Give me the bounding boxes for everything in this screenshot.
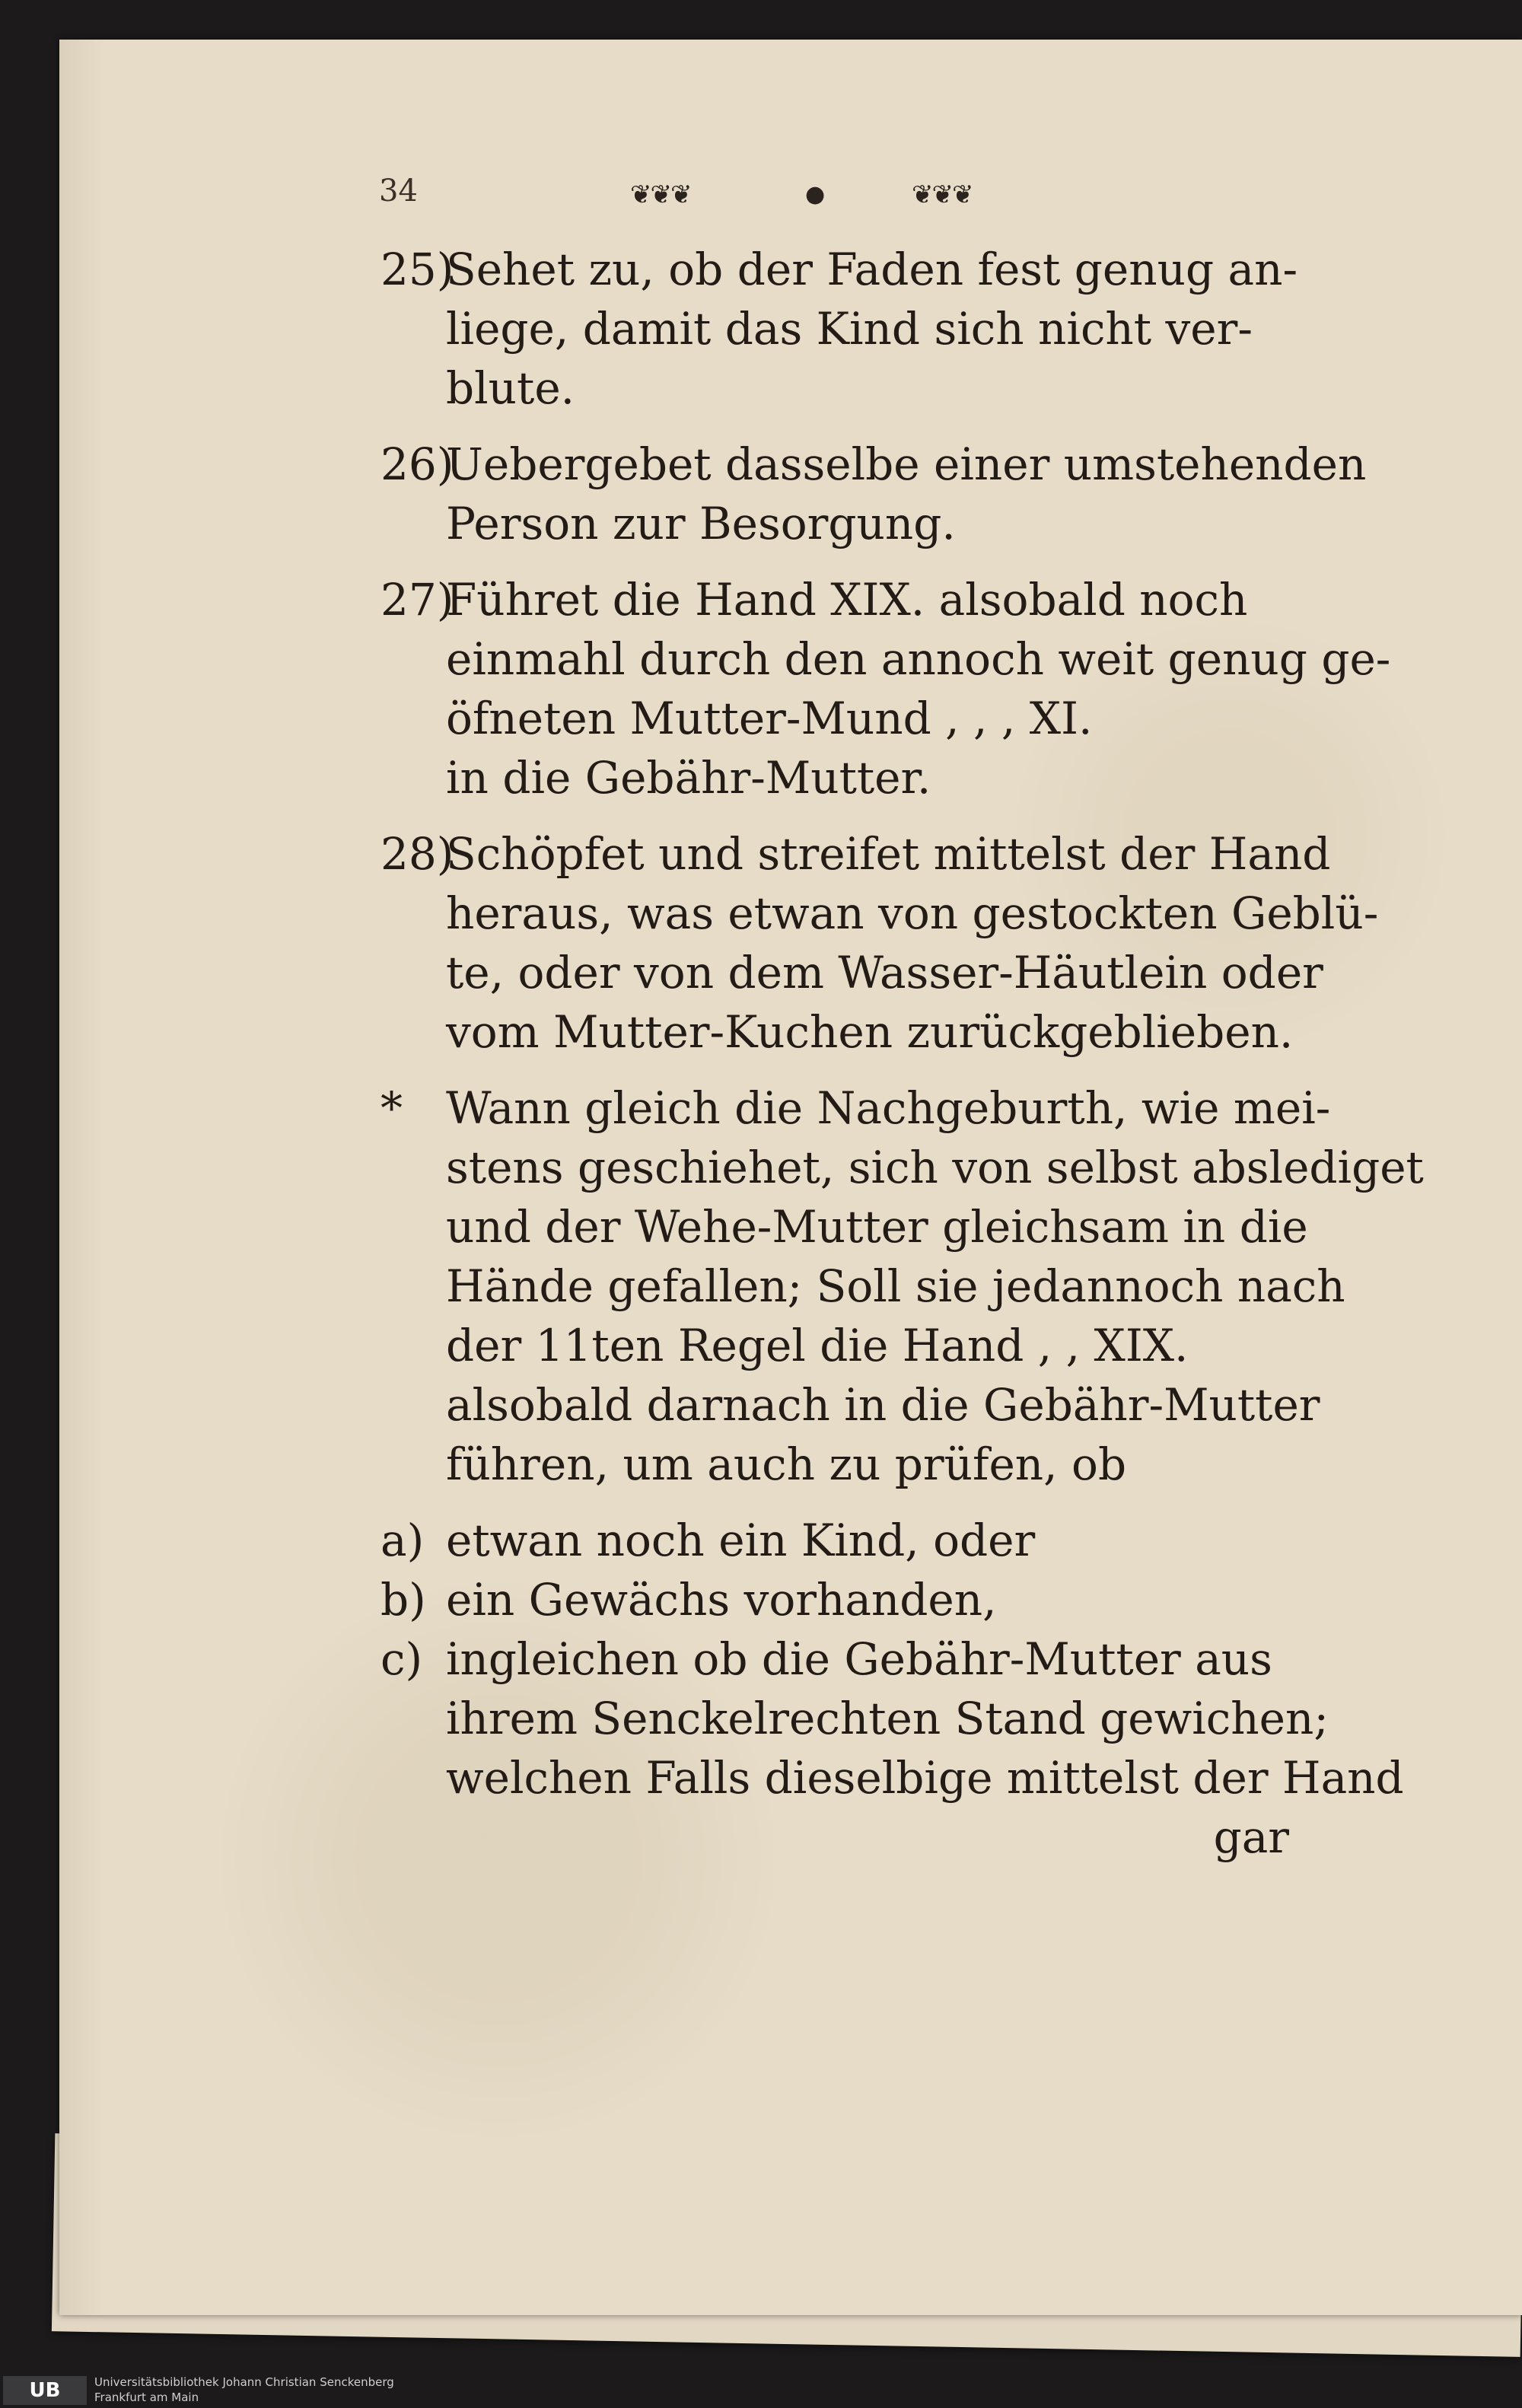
text-line: einmahl durch den annoch weit genug ge- bbox=[446, 633, 1391, 685]
text-line: vom Mutter-Kuchen zurückgeblieben. bbox=[446, 1006, 1294, 1058]
text-line: und der Wehe-Mutter gleichsam in die bbox=[446, 1201, 1308, 1253]
page-number: 34 bbox=[379, 174, 418, 209]
text-line: Schöpfet und streifet mittelst der Hand bbox=[446, 828, 1331, 880]
text-line: Uebergebet dasselbe einer umstehenden bbox=[446, 438, 1367, 490]
text-line: ein Gewächs vorhanden, bbox=[446, 1574, 997, 1626]
entry-26 bbox=[380, 435, 1367, 553]
entry-25 bbox=[380, 240, 1298, 418]
library-footer bbox=[0, 2371, 1522, 2408]
text-line: liege, damit das Kind sich nicht ver- bbox=[446, 303, 1253, 355]
entry-number: 28) bbox=[380, 828, 454, 880]
text-line: führen, um auch zu prüfen, ob bbox=[446, 1438, 1127, 1490]
text-line: in die Gebähr-Mutter. bbox=[446, 752, 931, 804]
text-line: ihrem Senckelrechten Stand gewichen; bbox=[446, 1693, 1329, 1744]
entry-number: 27) bbox=[380, 574, 454, 626]
text-line: Hände gefallen; Soll sie jedannoch nach bbox=[446, 1260, 1345, 1312]
entry-number: 26) bbox=[380, 438, 454, 490]
library-credit bbox=[94, 2375, 394, 2405]
entry-28 bbox=[380, 824, 1379, 1062]
text-line: blute. bbox=[446, 362, 575, 414]
page-text bbox=[380, 240, 1424, 1867]
text-line: der 11ten Regel die Hand , , XIX. bbox=[446, 1320, 1189, 1371]
entry-note bbox=[380, 1078, 1424, 1494]
text-line: welchen Falls dieselbige mittelst der Hand bbox=[446, 1752, 1404, 1804]
library-city: Frankfurt am Main bbox=[94, 2390, 199, 2404]
text-line: alsobald darnach in die Gebähr-Mutter bbox=[446, 1379, 1320, 1431]
text-line: Wann gleich die Nachgeburth, wie mei- bbox=[446, 1082, 1331, 1134]
subitem-letter: a) bbox=[380, 1515, 425, 1566]
subitem-c bbox=[380, 1629, 1404, 1808]
note-asterisk: * bbox=[380, 1082, 403, 1134]
page-header bbox=[379, 174, 1285, 212]
text-line: heraus, was etwan von gestockten Geblü- bbox=[446, 887, 1379, 939]
text-line: Sehet zu, ob der Faden fest genug an- bbox=[446, 244, 1298, 295]
text-line: etwan noch ein Kind, oder bbox=[446, 1515, 1036, 1566]
text-line: Führet die Hand XIX. alsobald noch bbox=[446, 574, 1248, 626]
text-line: stens geschiehet, sich von selbst abslediget bbox=[446, 1142, 1424, 1193]
catchword: gar bbox=[1213, 1811, 1289, 1863]
library-name: Universitätsbibliothek Johann Christian Senckenberg bbox=[94, 2375, 394, 2389]
ornament-center-icon: ● bbox=[805, 181, 824, 208]
subitem-letter: c) bbox=[380, 1633, 423, 1685]
subitem-b bbox=[380, 1570, 1294, 1629]
ornament-right-icon: ❦❦❦ bbox=[912, 180, 973, 210]
text-line: ingleichen ob die Gebähr-Mutter aus bbox=[446, 1633, 1272, 1685]
text-line: te, oder von dem Wasser-Häutlein oder bbox=[446, 947, 1323, 999]
text-line: Person zur Besorgung. bbox=[446, 498, 956, 549]
subitem-a bbox=[380, 1511, 1294, 1570]
entry-27 bbox=[380, 570, 1391, 807]
ub-logo: UB bbox=[3, 2376, 87, 2405]
subitem-letter: b) bbox=[380, 1574, 426, 1626]
ornament-left-icon: ❦❦❦ bbox=[630, 180, 691, 210]
text-line: öfneten Mutter-Mund , , , XI. bbox=[446, 693, 1093, 744]
entry-number: 25) bbox=[380, 244, 454, 295]
